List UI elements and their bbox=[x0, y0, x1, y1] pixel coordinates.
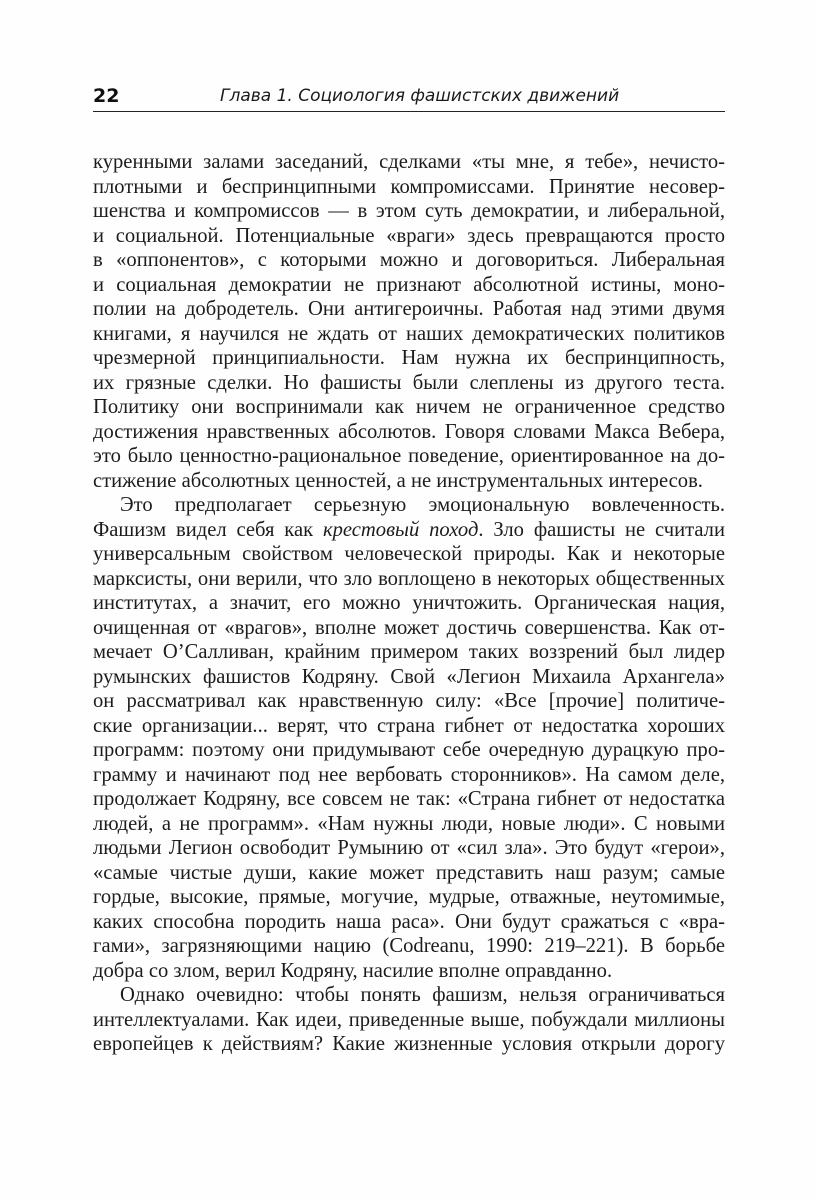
text-line: Политику они воспринимали как ничем не ограниченное средство bbox=[93, 396, 725, 418]
text-line-with-emphasis bbox=[93, 518, 725, 543]
body-text bbox=[93, 150, 725, 1057]
text-segment: Фашизм видел себя как bbox=[93, 518, 323, 541]
text-line: румынских фашистов Кодряну. Свой «Легион Михаила Архангела» bbox=[93, 665, 725, 688]
text-line: их грязные сделки. Но фашисты были слеплены из другого теста. bbox=[93, 371, 725, 394]
text-line: ские организации... верят, что страна гибнет от недостатка хороших bbox=[93, 714, 725, 737]
text-line: людьми Легион освободит Румынию от «сил зла». Это будут «герои», bbox=[93, 837, 725, 859]
text-line: «самые чистые души, какие может представить наш разум; самые bbox=[93, 861, 725, 884]
text-line: в «оппонентов», с которыми можно и договориться. Либеральная bbox=[93, 249, 725, 271]
running-head bbox=[93, 82, 725, 112]
text-segment: . Зло фашисты не считали bbox=[478, 518, 725, 541]
text-line: программ: поэтому они придумывают себе очередную дурацкую про- bbox=[93, 739, 725, 761]
emphasis-text: крестовый поход bbox=[322, 518, 479, 541]
chapter-title: Глава 1. Социология фашистских движений bbox=[220, 86, 620, 106]
text-line: чрезмерной принципиальности. Нам нужна их беспринципность, bbox=[93, 347, 725, 369]
text-line: достижения нравственных абсолютов. Говоря словами Макса Вебера, bbox=[93, 420, 725, 443]
text-line: и социальная демократии не признают абсолютной истины, моно- bbox=[93, 273, 725, 296]
text-line: он рассматривал как нравственную силу: «Все [прочие] политиче- bbox=[93, 690, 725, 712]
text-line: универсальным свойством человеческой природы. Как и некоторые bbox=[93, 543, 725, 565]
page-number: 22 bbox=[93, 85, 120, 107]
header-rule bbox=[93, 111, 725, 112]
text-line: гами», загрязняющими нацию (Codreanu, 1990: 219–221). В борьбе bbox=[93, 935, 725, 957]
text-line: Это предполагает серьезную эмоциональную вовлеченность. bbox=[120, 494, 725, 516]
text-line: людей, а не программ». «Нам нужны люди, новые люди». С новыми bbox=[93, 812, 725, 835]
text-line: интеллектуалами. Как идеи, приведенные выше, побуждали миллионы bbox=[93, 1008, 725, 1031]
paragraph bbox=[93, 150, 725, 493]
text-line: грамму и начинают под нее вербовать сторонников». На самом деле, bbox=[93, 763, 725, 786]
text-line: полии на добродетель. Они антигероичны. Работая над этими двумя bbox=[93, 298, 725, 320]
text-line: добра со злом, верил Кодряну, насилие вполне оправданно. bbox=[93, 959, 613, 982]
text-line: европейцев к действиям? Какие жизненные условия открыли дорогу bbox=[93, 1033, 725, 1055]
text-line: Однако очевидно: чтобы понять фашизм, нельзя ограничиваться bbox=[120, 984, 725, 1006]
text-line: это было ценностно-рациональное поведение, ориентированное на до- bbox=[93, 445, 725, 467]
paragraph bbox=[93, 983, 725, 1057]
text-line: продолжает Кодряну, все совсем не так: «Страна гибнет от недостатка bbox=[93, 788, 725, 810]
paragraph bbox=[93, 493, 725, 983]
text-line: институтах, а значит, его можно уничтожить. Органическая нация, bbox=[93, 592, 725, 614]
text-line: плотными и беспринципными компромиссами. Принятие несовер- bbox=[93, 175, 725, 198]
text-line: гордые, высокие, прямые, могучие, мудрые, отважные, неутомимые, bbox=[93, 886, 725, 908]
text-line: шенства и компромиссов — в этом суть демократии, и либеральной, bbox=[93, 200, 725, 222]
text-line: куренными залами заседаний, сделками «ты мне, я тебе», нечисто- bbox=[93, 151, 725, 173]
text-line: марксисты, они верили, что зло воплощено в некоторых общественных bbox=[93, 567, 725, 590]
text-line: книгами, я научился не ждать от наших демократических политиков bbox=[93, 322, 725, 345]
text-line: мечает О’Салливан, крайним примером таких воззрений был лидер bbox=[93, 641, 725, 663]
text-line: и социальной. Потенциальные «враги» здесь превращаются просто bbox=[93, 224, 725, 247]
text-line: каких способна породить наша раса». Они будут сражаться с «вра- bbox=[93, 910, 725, 933]
text-line: очищенная от «врагов», вполне может достичь совершенства. Как от- bbox=[93, 616, 725, 639]
text-line: стижение абсолютных ценностей, а не инструментальных интересов. bbox=[93, 469, 703, 492]
